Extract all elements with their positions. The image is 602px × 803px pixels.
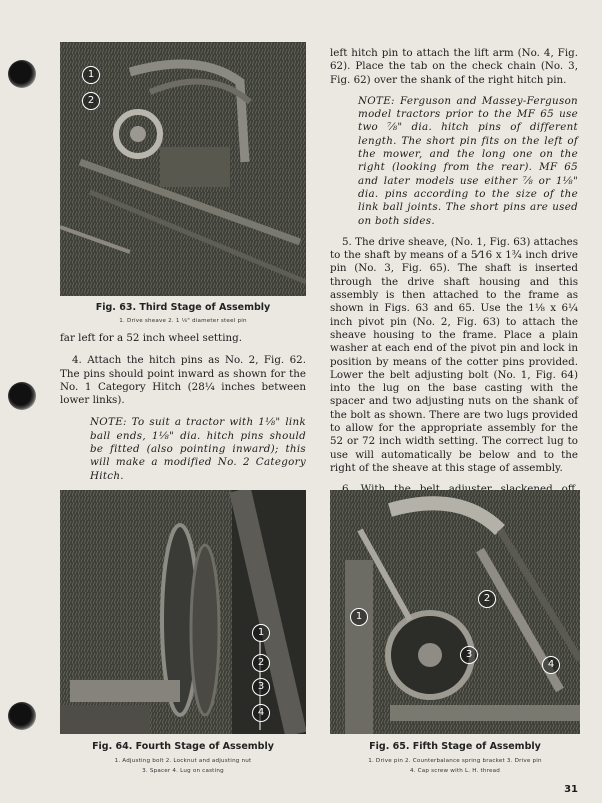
fig65-callout-3: 3 xyxy=(460,646,478,664)
fig65-callout-1: 1 xyxy=(350,608,368,626)
fig64-caption: Fig. 64. Fourth Stage of Assembly xyxy=(92,741,274,752)
fig64-legend-line-1: 1. Adjusting bolt 2. Locknut and adjusting nut xyxy=(114,758,252,764)
fig65-callout-4: 4 xyxy=(542,656,560,674)
fig65-legend-line-2: 4. Cap screw with L. H. thread xyxy=(409,768,501,774)
fig63-photo xyxy=(60,42,306,296)
fig63-callout-2: 2 xyxy=(82,92,100,110)
left-paragraph-1: far left for a 52 inch wheel setting. xyxy=(60,332,242,344)
binder-hole-top xyxy=(8,60,36,88)
left-paragraph-2: 4. Attach the hitch pins as No. 2, Fig. 62. The pins should point inward as shown for the No. 1 Category Hitch (28¼ inches between lower links). xyxy=(60,354,306,407)
binder-hole-middle xyxy=(8,382,36,410)
right-column-text xyxy=(330,47,578,536)
right-paragraph-2: 5. The drive sheave, (No. 1, Fig. 63) attaches to the shaft by means of a 5⁄16 x 1¾ inch drive pin (No. 3, Fig. 65). The shaft is inserted through the drive shaft housing and this assembly is then attached to the frame as shown in Figs. 63 and 65. Use the 1⅛ x 6¼ inch pivot pin (No. 2, Fig. 63) to attach the sheave housing to the frame. Place a plain washer at each end of the pivot pin and lock in position by means of the cotter pins provided. Lower the belt adjusting bolt (No. 1, Fig. 64) into the lug on the base casting with the spacer and two adjusting nuts on the shank of the bolt as shown. There are two lugs provided to allow for the appropriate assembly for the 52 or 72 inch width setting. The correct lug to use will automatically be below and to the right of the sheave at this stage of assembly. xyxy=(330,235,578,474)
fig64-callout-3: 3 xyxy=(252,678,270,696)
fig65-photo xyxy=(330,490,580,734)
fig63-callout-1: 1 xyxy=(82,66,100,84)
page-number: 31 xyxy=(564,784,578,795)
fig64-callout-4: 4 xyxy=(252,704,270,722)
right-note: NOTE: Ferguson and Massey-Ferguson model tractors prior to the MF 65 use two ⅞" dia. hitch pins of different length. The short pin fits on the left of the mower, and the long one on the right (looking from the rear). MF 65 and later models use either ⅞ or 1⅛" dia. pins according to the size of the link ball joints. The short pins are used on both sides. xyxy=(358,94,578,227)
fig65-callout-2: 2 xyxy=(478,590,496,608)
binder-hole-bottom xyxy=(8,702,36,730)
fig63-legend: 1. Drive sheave 2. 1 ⅛" diameter steel pin xyxy=(119,318,247,324)
fig65-caption: Fig. 65. Fifth Stage of Assembly xyxy=(369,741,541,752)
fig64-callout-1: 1 xyxy=(252,624,270,642)
fig64-legend-line-2: 3. Spacer 4. Lug on casting xyxy=(142,768,224,774)
right-paragraph-1: left hitch pin to attach the lift arm (No. 4, Fig. 62). Place the tab on the check chain (No. 3, Fig. 62) over the shank of the right hitch pin. xyxy=(330,47,578,86)
fig63-caption: Fig. 63. Third Stage of Assembly xyxy=(95,302,271,313)
left-note: NOTE: To suit a tractor with 1⅛" link ball ends, 1⅛" dia. hitch pins should be fitted (also pointing inward); this will make a modified No. 2 Category Hitch. xyxy=(90,416,306,482)
fig65-legend-line-1: 1. Drive pin 2. Counterbalance spring bracket 3. Drive pin xyxy=(368,758,542,764)
left-column-text xyxy=(60,332,306,504)
fig64-callout-2: 2 xyxy=(252,654,270,672)
fig64-photo xyxy=(60,490,306,734)
